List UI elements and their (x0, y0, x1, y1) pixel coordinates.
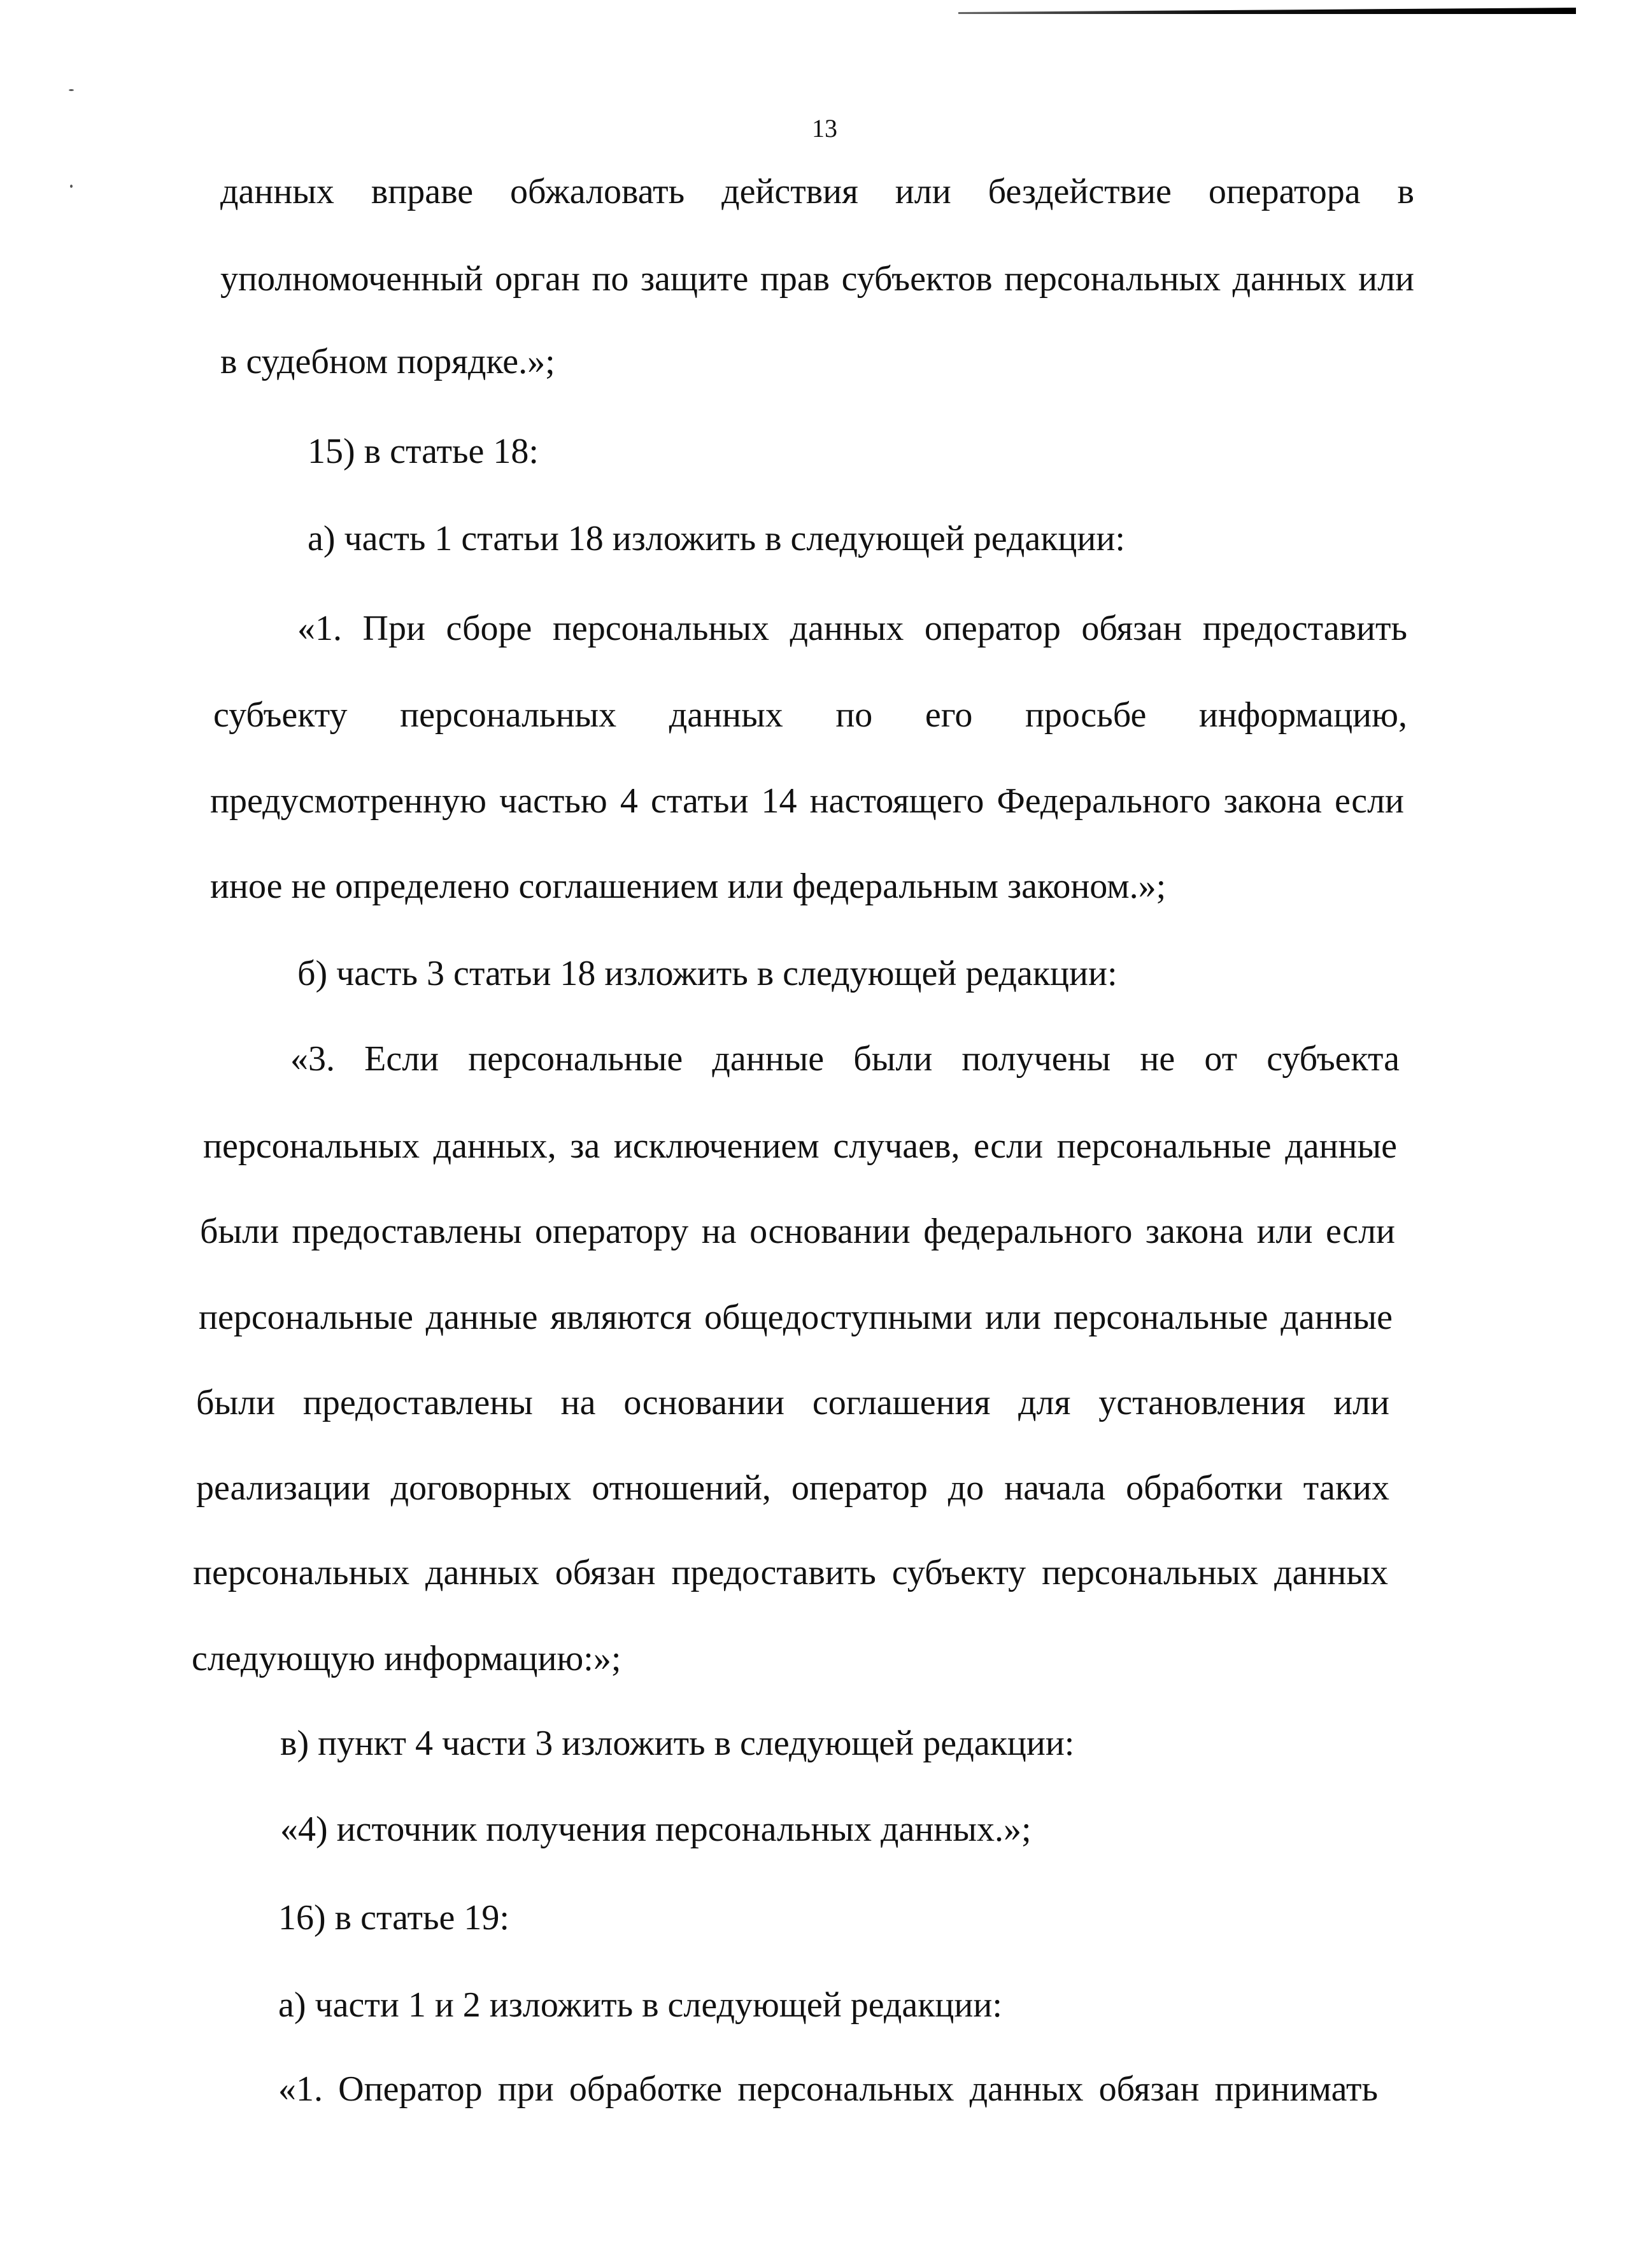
text-line: субъекту персональных данных по его просьбе информацию, (213, 695, 1407, 735)
scan-speck (70, 185, 73, 188)
text-line: иное не определено соглашением или федеральным законом.»; (210, 867, 1167, 906)
text-line: б) часть 3 статьи 18 изложить в следующей редакции: (297, 954, 1118, 993)
text-line: персональных данных, за исключением случаев, если персональные данные (203, 1126, 1397, 1166)
text-line: персональных данных обязан предоставить субъекту персональных данных (193, 1553, 1388, 1592)
text-line: реализации договорных отношений, оператор до начала обработки таких (196, 1468, 1389, 1508)
text-line: персональные данные являются общедоступными или персональные данные (199, 1298, 1393, 1337)
text-line: данных вправе обжаловать действия или бездействие оператора в (220, 172, 1414, 211)
text-line: 15) в статье 18: (308, 432, 539, 471)
text-line: в) пункт 4 части 3 изложить в следующей редакции: (280, 1724, 1075, 1763)
text-line: в судебном порядке.»; (220, 342, 555, 381)
text-line: а) части 1 и 2 изложить в следующей редакции: (278, 1985, 1002, 2025)
text-line: а) часть 1 статьи 18 изложить в следующей редакции: (308, 519, 1125, 558)
scan-speck (69, 89, 74, 91)
text-line: следующую информацию:»; (192, 1639, 621, 1678)
text-line: «3. Если персональные данные были получены не от субъекта (290, 1039, 1400, 1079)
text-line: «1. Оператор при обработке персональных данных обязан принимать (278, 2069, 1378, 2109)
scan-edge-line (958, 8, 1576, 14)
text-line: были предоставлены на основании соглашения для установления или (196, 1383, 1389, 1422)
text-line: 16) в статье 19: (278, 1898, 509, 1938)
text-line: были предоставлены оператору на основании федерального закона или если (200, 1212, 1395, 1251)
text-line: предусмотренную частью 4 статьи 14 настоящего Федерального закона если (210, 781, 1404, 821)
text-line: «4) источник получения персональных данных.»; (280, 1810, 1032, 1849)
text-line: уполномоченный орган по защите прав субъектов персональных данных или (220, 259, 1414, 299)
page-number: 13 (812, 114, 837, 143)
text-line: «1. При сборе персональных данных оператор обязан предоставить (297, 609, 1407, 648)
